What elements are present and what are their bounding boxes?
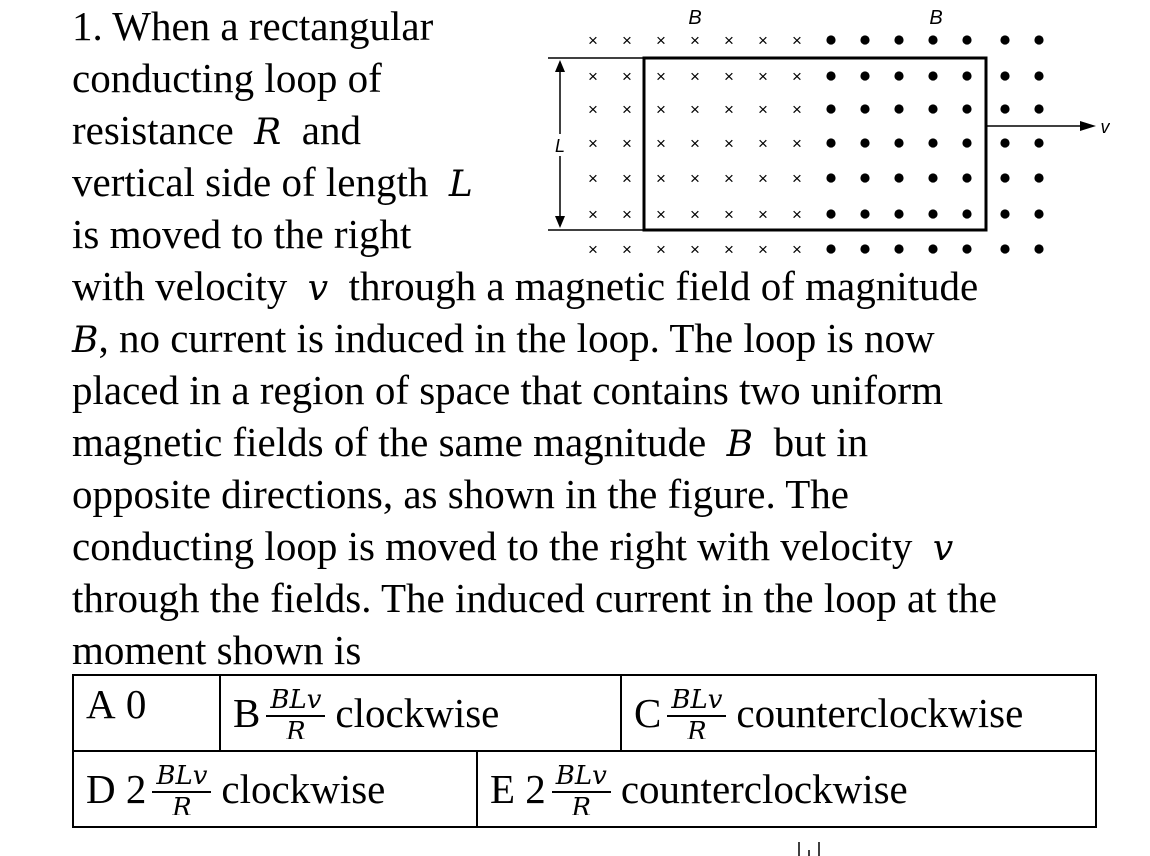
field-out-symbol — [1034, 138, 1043, 147]
field-into-symbol: × — [758, 31, 768, 50]
field-out-symbol — [962, 138, 971, 147]
field-into-symbol: × — [792, 134, 802, 153]
field-into-symbol: × — [758, 134, 768, 153]
field-into-symbol: × — [792, 240, 802, 258]
field-into-symbol: × — [656, 240, 666, 258]
field-into-symbol: × — [622, 240, 632, 258]
field-into-symbol: × — [656, 100, 666, 119]
field-out-symbol — [928, 209, 937, 218]
field-into-symbol: × — [690, 205, 700, 224]
choice-a[interactable]: A 0 — [72, 674, 221, 752]
field-into-symbol: × — [792, 205, 802, 224]
field-out-symbol — [928, 104, 937, 113]
field-out-symbol — [826, 35, 835, 44]
choice-e[interactable]: E 2 $\frac{\text{BLv}}{R}$ counterclockwise — [476, 750, 1097, 828]
field-into-symbol: × — [622, 134, 632, 153]
field-out-symbol — [1000, 138, 1009, 147]
field-into-symbol: × — [724, 31, 734, 50]
field-out-symbol — [860, 104, 869, 113]
field-out-symbol — [1000, 209, 1009, 218]
field-into-symbol: × — [690, 169, 700, 188]
field-out-symbol — [928, 173, 937, 182]
field-out-symbol — [860, 71, 869, 80]
fraction: $\frac{\text{BLv}}{R}$ — [152, 763, 211, 815]
field-out-symbol — [826, 104, 835, 113]
field-into-symbol: × — [656, 31, 666, 50]
fraction: $\frac{\text{BLv}}{R}$ — [552, 763, 611, 815]
field-out-symbol — [1034, 71, 1043, 80]
field-out-symbol — [962, 209, 971, 218]
question-line-11: conducting loop is moved to the right with velocity v — [72, 523, 954, 569]
choice-b[interactable]: B $\frac{\text{BLv}}{R}$ clockwise — [219, 674, 622, 752]
field-into-symbol: × — [588, 31, 598, 50]
field-out-symbol — [962, 71, 971, 80]
page-break-mark — [796, 842, 822, 856]
field-out-symbol — [894, 138, 903, 147]
field-out-symbol — [826, 71, 835, 80]
length-label: L — [554, 136, 566, 156]
fraction: $\frac{\text{BLv}}{R}$ — [266, 687, 325, 739]
field-into-symbol: × — [724, 100, 734, 119]
field-label-out: B — [929, 7, 943, 29]
field-out-symbol — [860, 35, 869, 44]
field-out-symbol — [894, 71, 903, 80]
var-v: v — [307, 268, 329, 309]
field-out-symbol — [1034, 104, 1043, 113]
field-out-symbol — [1034, 244, 1043, 253]
field-into-symbol: × — [724, 67, 734, 86]
field-into-symbol: × — [622, 205, 632, 224]
field-out-symbol — [928, 35, 937, 44]
field-into-symbol: × — [588, 100, 598, 119]
field-out-symbol — [1034, 209, 1043, 218]
field-out-symbol — [860, 173, 869, 182]
question-line-2: conducting loop of — [72, 55, 382, 101]
field-out-symbol — [1000, 71, 1009, 80]
field-label-into: B — [688, 7, 702, 29]
choice-d[interactable]: D 2 $\frac{\text{BLv}}{R}$ clockwise — [72, 750, 478, 828]
field-into-symbol: × — [656, 205, 666, 224]
field-out-symbol — [894, 244, 903, 253]
field-out-symbol — [962, 35, 971, 44]
field-out-symbol — [1034, 35, 1043, 44]
field-out-symbol — [1000, 244, 1009, 253]
field-out-symbol — [894, 35, 903, 44]
question-line-6: with velocity v through a magnetic field of magnitude — [72, 263, 979, 309]
var-B: B — [72, 320, 99, 361]
field-into-symbol: × — [758, 67, 768, 86]
field-out-symbol — [1000, 104, 1009, 113]
field-out-symbol — [860, 209, 869, 218]
question-line-7: B, no current is induced in the loop. The loop is now — [72, 315, 935, 361]
field-out-symbol — [826, 173, 835, 182]
field-out-symbol — [928, 244, 937, 253]
field-out-symbol — [826, 244, 835, 253]
magnetic-field-figure — [540, 2, 1110, 258]
field-out-symbol — [962, 244, 971, 253]
choice-c[interactable]: C $\frac{\text{BLv}}{R}$ counterclockwise — [620, 674, 1097, 752]
field-into-symbol: × — [792, 67, 802, 86]
field-out-symbol — [962, 104, 971, 113]
field-out-symbol — [860, 244, 869, 253]
field-into-symbol: × — [588, 134, 598, 153]
question-line-8: placed in a region of space that contains two uniform — [72, 367, 943, 413]
field-into-symbol: × — [792, 100, 802, 119]
field-into-symbol: × — [588, 169, 598, 188]
question-line-9: magnetic fields of the same magnitude B but in — [72, 419, 869, 465]
question-line-1: 1. When a rectangular — [72, 3, 434, 49]
field-out-of-page-region — [826, 35, 1043, 253]
choices-row-2 — [72, 750, 1097, 828]
field-out-symbol — [1000, 35, 1009, 44]
var-L: L — [448, 164, 473, 205]
field-into-symbol: × — [622, 169, 632, 188]
var-R: R — [254, 112, 282, 153]
question-line-3: resistance R and — [72, 107, 361, 153]
question-line-13: moment shown is — [72, 627, 362, 673]
field-into-symbol: × — [758, 240, 768, 258]
field-into-symbol: × — [690, 31, 700, 50]
field-into-symbol: × — [690, 134, 700, 153]
question-line-10: opposite directions, as shown in the figure. The — [72, 471, 849, 517]
field-into-symbol: × — [758, 100, 768, 119]
field-into-symbol: × — [758, 205, 768, 224]
velocity-label: v — [1100, 117, 1110, 137]
field-into-symbol: × — [622, 67, 632, 86]
fraction: $\frac{\text{BLv}}{R}$ — [667, 687, 726, 739]
field-into-symbol: × — [724, 169, 734, 188]
field-out-symbol — [826, 138, 835, 147]
field-out-symbol — [826, 209, 835, 218]
field-out-symbol — [962, 173, 971, 182]
field-into-symbol: × — [656, 67, 666, 86]
field-into-symbol: × — [588, 240, 598, 258]
field-into-symbol: × — [724, 240, 734, 258]
field-into-page-region — [588, 31, 802, 258]
field-out-symbol — [894, 173, 903, 182]
field-into-symbol: × — [792, 169, 802, 188]
field-out-symbol — [928, 138, 937, 147]
question-line-4: vertical side of length L — [72, 159, 473, 205]
field-into-symbol: × — [656, 169, 666, 188]
question-line-5: is moved to the right — [72, 211, 412, 257]
field-out-symbol — [1034, 173, 1043, 182]
field-into-symbol: × — [622, 31, 632, 50]
field-into-symbol: × — [724, 134, 734, 153]
field-into-symbol: × — [792, 31, 802, 50]
field-out-symbol — [928, 71, 937, 80]
field-into-symbol: × — [588, 67, 598, 86]
field-out-symbol — [860, 138, 869, 147]
field-out-symbol — [894, 209, 903, 218]
field-into-symbol: × — [758, 169, 768, 188]
choices-row-1 — [72, 674, 1097, 752]
field-into-symbol: × — [690, 240, 700, 258]
field-into-symbol: × — [656, 134, 666, 153]
field-out-symbol — [1000, 173, 1009, 182]
field-out-symbol — [894, 104, 903, 113]
question-line-12: through the fields. The induced current in the loop at the — [72, 575, 997, 621]
field-into-symbol: × — [588, 205, 598, 224]
field-into-symbol: × — [690, 100, 700, 119]
field-into-symbol: × — [724, 205, 734, 224]
field-into-symbol: × — [690, 67, 700, 86]
field-into-symbol: × — [622, 100, 632, 119]
